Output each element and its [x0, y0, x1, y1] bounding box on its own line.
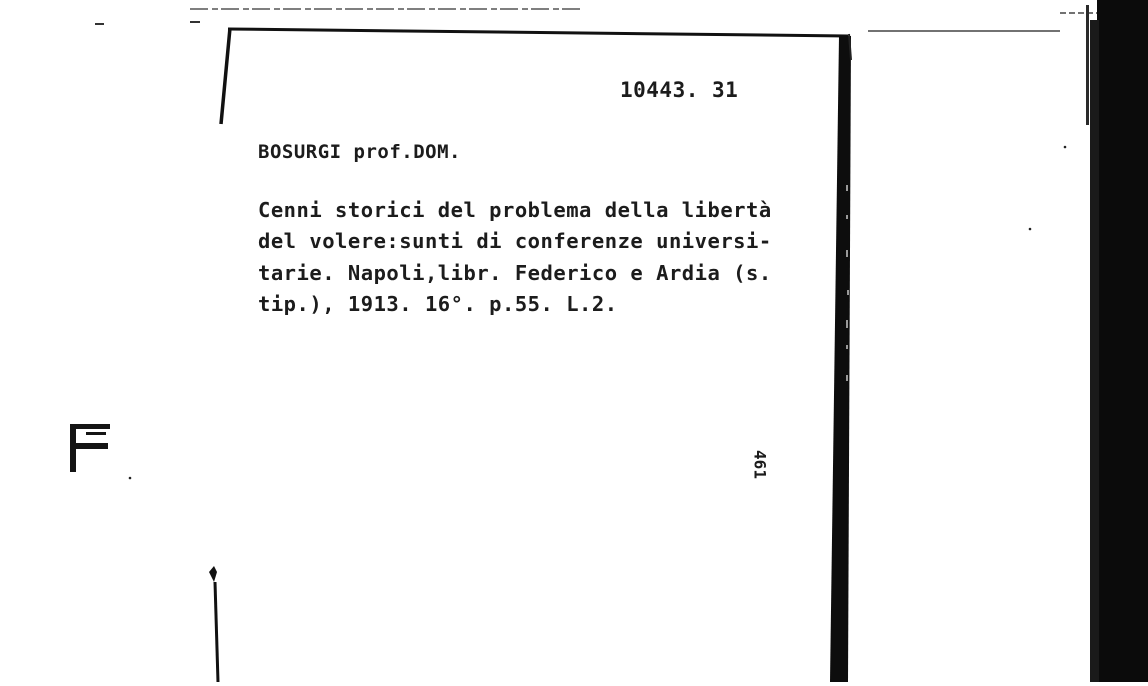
side-mark: 461	[750, 450, 770, 479]
citation-line: Cenni storici del problema della libertà	[258, 198, 772, 222]
citation-line: tip.), 1913. 16°. p.55. L.2.	[258, 292, 618, 316]
citation-line: tarie. Napoli,libr. Federico e Ardia (s.	[258, 261, 772, 285]
call-number: 10443. 31	[620, 78, 739, 102]
author-heading: BOSURGI prof.DOM.	[258, 141, 461, 163]
citation-line: del volere:sunti di conferenze universi-	[258, 229, 772, 253]
